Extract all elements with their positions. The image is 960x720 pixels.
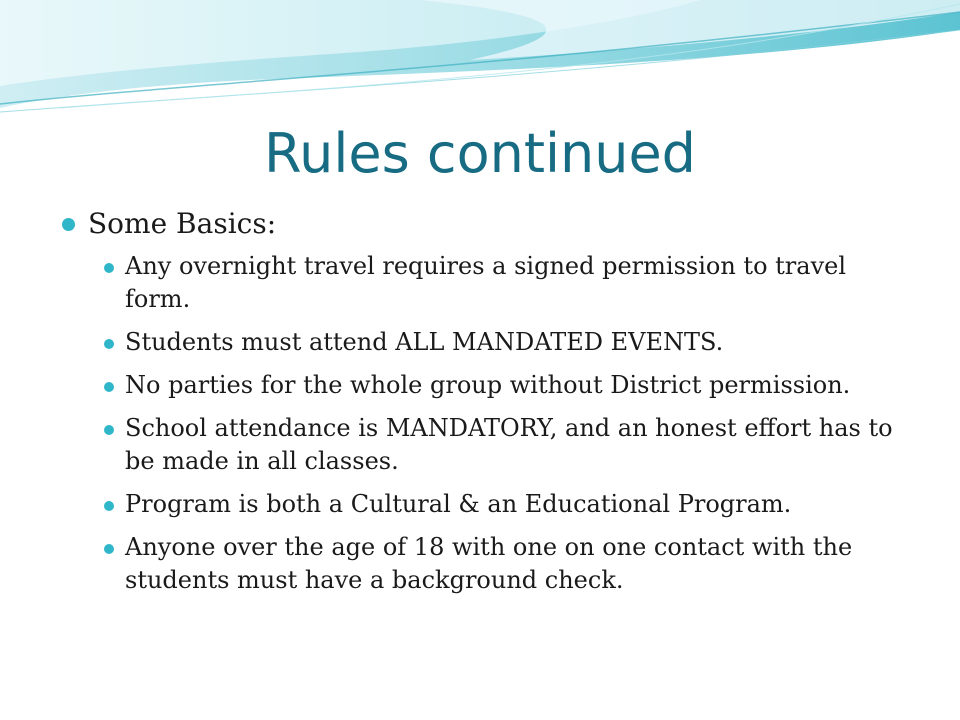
bullet-dot-icon <box>104 263 114 273</box>
list-item-text: School attendance is MANDATORY, and an honest effort has to be made in all classes. <box>125 414 893 475</box>
list-item-text: Any overnight travel requires a signed permission to travel form. <box>125 252 847 313</box>
bullet-dot-icon <box>62 218 75 231</box>
bullet-dot-icon <box>104 544 114 554</box>
list-item <box>104 412 900 478</box>
bullet-level1 <box>60 204 900 244</box>
list-item <box>104 531 900 597</box>
list-item <box>104 488 900 521</box>
list-item-text: Program is both a Cultural & an Educational Program. <box>125 490 792 518</box>
list-item <box>104 250 900 316</box>
bullet-dot-icon <box>104 382 114 392</box>
list-item-text: Anyone over the age of 18 with one on one contact with the students must have a background check. <box>125 533 853 594</box>
bullet-dot-icon <box>104 339 114 349</box>
slide-title: Rules continued <box>264 122 696 185</box>
list-item-text: Students must attend ALL MANDATED EVENTS. <box>125 328 724 356</box>
slide-body <box>60 204 900 607</box>
wave-header-decoration <box>0 0 960 130</box>
list-item <box>104 369 900 402</box>
bullet-sublist <box>60 250 900 597</box>
list-item <box>104 326 900 359</box>
bullet-dot-icon <box>104 425 114 435</box>
bullet-dot-icon <box>104 501 114 511</box>
list-item-text: No parties for the whole group without District permission. <box>125 371 851 399</box>
bullet-level1-text: Some Basics: <box>88 207 277 240</box>
